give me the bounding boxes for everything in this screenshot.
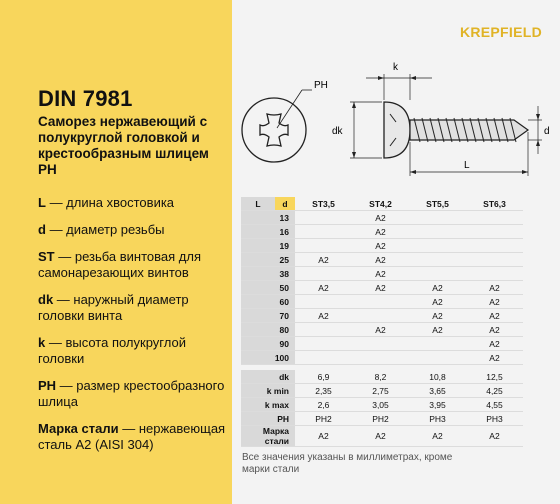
parameter-value: 2,35 (295, 384, 352, 398)
definition-item (38, 249, 228, 281)
length-cell: 100 (241, 351, 295, 365)
availability-cell (295, 337, 352, 351)
availability-cell: A2 (352, 323, 409, 337)
availability-cell: A2 (466, 309, 523, 323)
header-size: ST6,3 (466, 197, 523, 211)
length-cell: 38 (241, 267, 295, 281)
table-row (241, 225, 523, 239)
availability-cell: A2 (352, 267, 409, 281)
availability-cell (409, 337, 466, 351)
availability-cell (409, 225, 466, 239)
table-row (241, 351, 523, 365)
left-info-panel (0, 0, 232, 504)
page-title: DIN 7981 (38, 86, 133, 111)
availability-cell: A2 (466, 323, 523, 337)
parameter-value: 8,2 (352, 370, 409, 384)
table-row (241, 239, 523, 253)
parameter-value: A2 (352, 426, 409, 447)
availability-cell (295, 225, 352, 239)
definition-text: — резьба винтовая для самонарезающих винтов (38, 249, 201, 280)
availability-cell: A2 (352, 253, 409, 267)
availability-cell (295, 239, 352, 253)
screw-side-view (384, 102, 528, 158)
parameter-value: 10,8 (409, 370, 466, 384)
table-row (241, 337, 523, 351)
definition-item (38, 421, 228, 453)
brand-logo: KREPFIELD (459, 24, 542, 40)
definition-key: dk (38, 292, 54, 307)
length-cell: 13 (241, 211, 295, 225)
availability-cell (295, 295, 352, 309)
definition-text: — длина хвостовика (45, 195, 175, 210)
parameter-value: 6,9 (295, 370, 352, 384)
availability-cell (352, 351, 409, 365)
table-row (241, 211, 523, 225)
parameter-value: 3,95 (409, 398, 466, 412)
dk-label: dk (332, 126, 343, 137)
availability-cell (409, 253, 466, 267)
header-size: ST5,5 (409, 197, 466, 211)
availability-cell: A2 (409, 281, 466, 295)
availability-cell (409, 267, 466, 281)
parameter-value: 12,5 (466, 370, 523, 384)
parameter-value: 2,75 (352, 384, 409, 398)
parameter-value: 4,25 (466, 384, 523, 398)
table-row (241, 295, 523, 309)
parameter-label: k min (241, 384, 295, 398)
availability-cell (466, 211, 523, 225)
definition-item (38, 335, 228, 367)
availability-cell: A2 (466, 351, 523, 365)
availability-cell (466, 225, 523, 239)
definition-text: — диаметр резьбы (45, 222, 165, 237)
table-row (241, 384, 523, 398)
definition-key: Марка стали (38, 421, 119, 436)
availability-cell (295, 323, 352, 337)
parameter-value: PH3 (409, 412, 466, 426)
dimensions-table (241, 370, 523, 447)
units-note: Все значения указаны в миллиметрах, кроме марки стали (242, 452, 453, 475)
table-row (241, 370, 523, 384)
parameter-value: A2 (466, 426, 523, 447)
length-cell: 60 (241, 295, 295, 309)
availability-cell: A2 (352, 225, 409, 239)
table-row (241, 426, 523, 447)
availability-cell: A2 (409, 323, 466, 337)
definition-item (38, 195, 228, 211)
parameter-value: 3,05 (352, 398, 409, 412)
table-row (241, 253, 523, 267)
definition-key: d (38, 222, 46, 237)
parameter-label: PH (241, 412, 295, 426)
length-availability-table (241, 197, 523, 365)
availability-cell: A2 (295, 253, 352, 267)
availability-cell: A2 (295, 309, 352, 323)
length-cell: 90 (241, 337, 295, 351)
availability-cell (352, 295, 409, 309)
product-subtitle: Саморез нержавеющий с полукруглой головкой и крестообразным шлицем PH (38, 114, 209, 177)
definition-key: ST (38, 249, 55, 264)
definition-item (38, 222, 228, 238)
availability-cell (295, 267, 352, 281)
length-cell: 16 (241, 225, 295, 239)
header-L: L (241, 197, 275, 211)
parameter-value: PH3 (466, 412, 523, 426)
availability-cell: A2 (409, 295, 466, 309)
definition-text: — нержавеющая сталь A2 (AISI 304) (38, 421, 226, 452)
parameter-value: PH2 (352, 412, 409, 426)
head-front-view (242, 98, 306, 162)
availability-cell (352, 337, 409, 351)
table-row (241, 398, 523, 412)
header-d: d (275, 197, 295, 211)
length-cell: 50 (241, 281, 295, 295)
definition-item (38, 292, 228, 324)
k-label: k (393, 62, 398, 73)
parameter-label: k max (241, 398, 295, 412)
availability-cell (409, 351, 466, 365)
table-row (241, 412, 523, 426)
availability-cell: A2 (466, 281, 523, 295)
table-header-row (241, 197, 523, 211)
availability-cell: A2 (466, 295, 523, 309)
definition-key: k (38, 335, 46, 350)
availability-cell (466, 239, 523, 253)
table-row (241, 323, 523, 337)
parameter-value: 4,55 (466, 398, 523, 412)
availability-cell: A2 (352, 239, 409, 253)
definition-text: — размер крестообразного шлица (38, 378, 225, 409)
parameter-value: A2 (409, 426, 466, 447)
definition-text: — наружный диаметр головки винта (38, 292, 189, 323)
availability-cell: A2 (295, 281, 352, 295)
parameter-label: dk (241, 370, 295, 384)
ph-label: PH (314, 80, 328, 91)
parameter-value: A2 (295, 426, 352, 447)
definition-item (38, 378, 228, 410)
availability-cell (295, 351, 352, 365)
availability-cell (466, 253, 523, 267)
L-label: L (464, 160, 470, 171)
screw-drawing (232, 50, 560, 190)
definition-key: L (38, 195, 46, 210)
header-size: ST4,2 (352, 197, 409, 211)
definition-key: PH (38, 378, 57, 393)
parameter-label: Марка стали (241, 426, 295, 447)
table-row (241, 281, 523, 295)
availability-cell (409, 211, 466, 225)
parameter-value: 2,6 (295, 398, 352, 412)
length-cell: 80 (241, 323, 295, 337)
availability-cell (466, 267, 523, 281)
length-cell: 70 (241, 309, 295, 323)
table-row (241, 309, 523, 323)
definitions-list (38, 195, 228, 464)
length-cell: 19 (241, 239, 295, 253)
parameter-value: 3,65 (409, 384, 466, 398)
availability-cell (409, 239, 466, 253)
parameter-value: PH2 (295, 412, 352, 426)
availability-cell: A2 (352, 281, 409, 295)
availability-cell: A2 (352, 211, 409, 225)
table-row (241, 267, 523, 281)
availability-cell: A2 (466, 337, 523, 351)
definition-text: — высота полукруглой головки (38, 335, 186, 366)
length-cell: 25 (241, 253, 295, 267)
d-label: d (544, 126, 550, 137)
availability-cell (352, 309, 409, 323)
availability-cell: A2 (409, 309, 466, 323)
availability-cell (295, 211, 352, 225)
header-size: ST3,5 (295, 197, 352, 211)
